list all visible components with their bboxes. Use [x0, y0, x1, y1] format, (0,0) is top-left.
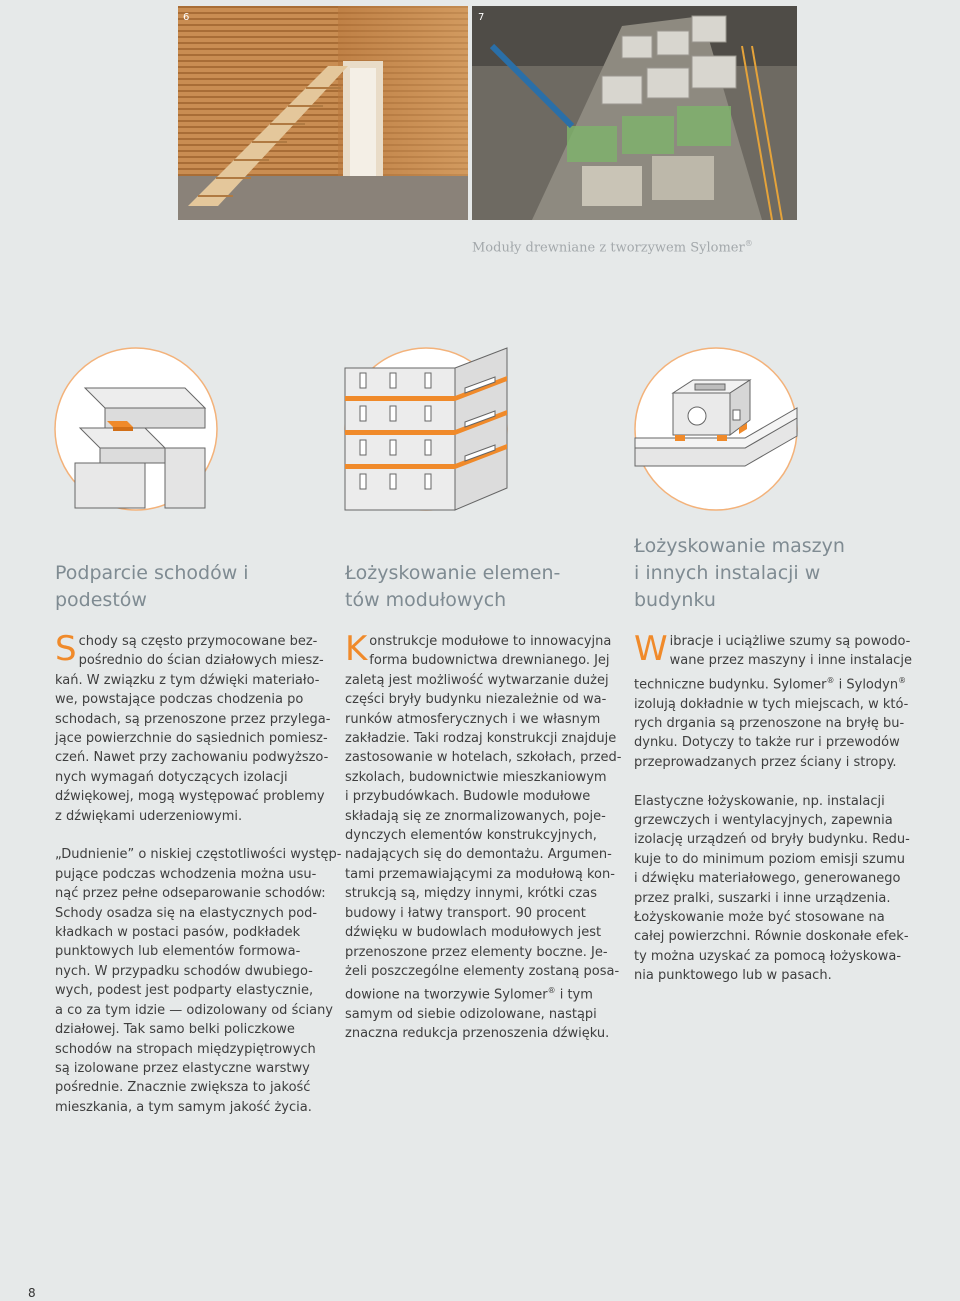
- dropcap: S: [55, 629, 77, 669]
- column-1-title: Podparcie schodów i podestów: [55, 562, 249, 611]
- photo-page-number-left: 6: [183, 12, 190, 23]
- column-1-text: S chody są często przymocowane bez- pośrednio do ścian działowych miesz- kań. W związku z tym dźwięki materiało- we, powstające podczas chodzenia po schodach, są przenoszone przez przylega- jące powierzchnie do sąsiednich pomiesz- czeń. Nawet przy zachowaniu podwyższo- nych wymagań dotyczących izolacji dźwiękowej, mogą występować problemy z dźwiękami uderzeniowymi. „Dudnienie” o niskiej częstotliwości występ- pujące podczas wchodzenia można usu- nąć przez pełne odseparowanie schodów: Schody osadza się na elastycznych pod- kładkach w postaci pasów, podkładek punktowych lub elementów formowa- nych. W przypadku schodów dwubiego- wych, podest jest podparty elastycznie, a co za tym idzie — odizolowany od ściany działowej. Tak samo belki policzkowe schodów na stropach międzypiętrowych są izolowane przez elastyczne warstwy pośrednie. Znacznie zwiększa to jakość mieszkania, a tym samym jakość życia.: [55, 629, 342, 1115]
- column-3-title: Łożyskowanie maszyn i innych instalacji w budynku: [634, 535, 845, 611]
- modular-elements-diagram: [345, 348, 507, 510]
- photo-caption: Moduły drewniane z tworzywem Sylomer®: [472, 239, 753, 256]
- stair-support-diagram: [55, 348, 217, 510]
- machine-bearing-diagram: [635, 348, 797, 510]
- construction-site-photo: [472, 6, 797, 220]
- dropcap: K: [345, 629, 368, 669]
- staircase-photo: [178, 6, 468, 220]
- column-3-text: W ibracje i uciążliwe szumy są powodo- wane przez maszyny i inne instalacje techniczne budynku. Sylomer® i Sylodyn® izolują dokładnie w tych miejscach, w któ- rych drgania są przenoszone na bryłę bu- dynku. Dotyczy to także rur i przewodów przeprowadzanych przez ściany i stropy. Elastyczne łożyskowanie, np. instalacji grzewczych i wentylacyjnych, zapewnia izolację urządzeń od bryły budynku. Redu- kuje to do minimum poziom emisji szumu i dźwięku materiałowego, generowanego przez pralki, suszarki i inne urządzenia. Łożyskowanie może być stosowane na całej powierzchni. Równie doskonałe efek- ty można uzyskać za pomocą łożyskowa- nia punktowego lub w pasach.: [634, 629, 912, 984]
- column-2-title: Łożyskowanie elemen- tów modułowych: [345, 562, 561, 611]
- page-number: 8: [28, 1286, 36, 1300]
- photo-page-number-right: 7: [478, 12, 485, 23]
- dropcap: W: [634, 629, 668, 669]
- column-2-text: K onstrukcje modułowe to innowacyjna forma budownictwa drewnianego. Jej zaletą jest możliwość wytwarzanie dużej części bryły budynku niezależnie od wa- runków atmosferycznych i we własnym zakładzie. Taki rodzaj konstrukcji znajduje zastosowanie w hotelach, szkołach, przed- szkolach, budownictwie mieszkaniowym i przybudówkach. Budowle modułowe składają się ze znormalizowanych, poje- dynczych elementów konstrukcyjnych, nadających się do demontażu. Argumen- tami przemawiającymi za modułową kon- strukcją są, między innymi, krótki czas budowy i łatwy transport. 90 procent dźwięku w budowlach modułowych jest przenoszone przez elementy boczne. Je- żeli poszczególne elementy zostaną posa- dowione na tworzywie Sylomer® i tym samym od siebie odizolowane, nastąpi znaczna redukcja przenoszenia dźwięku.: [345, 629, 622, 1042]
